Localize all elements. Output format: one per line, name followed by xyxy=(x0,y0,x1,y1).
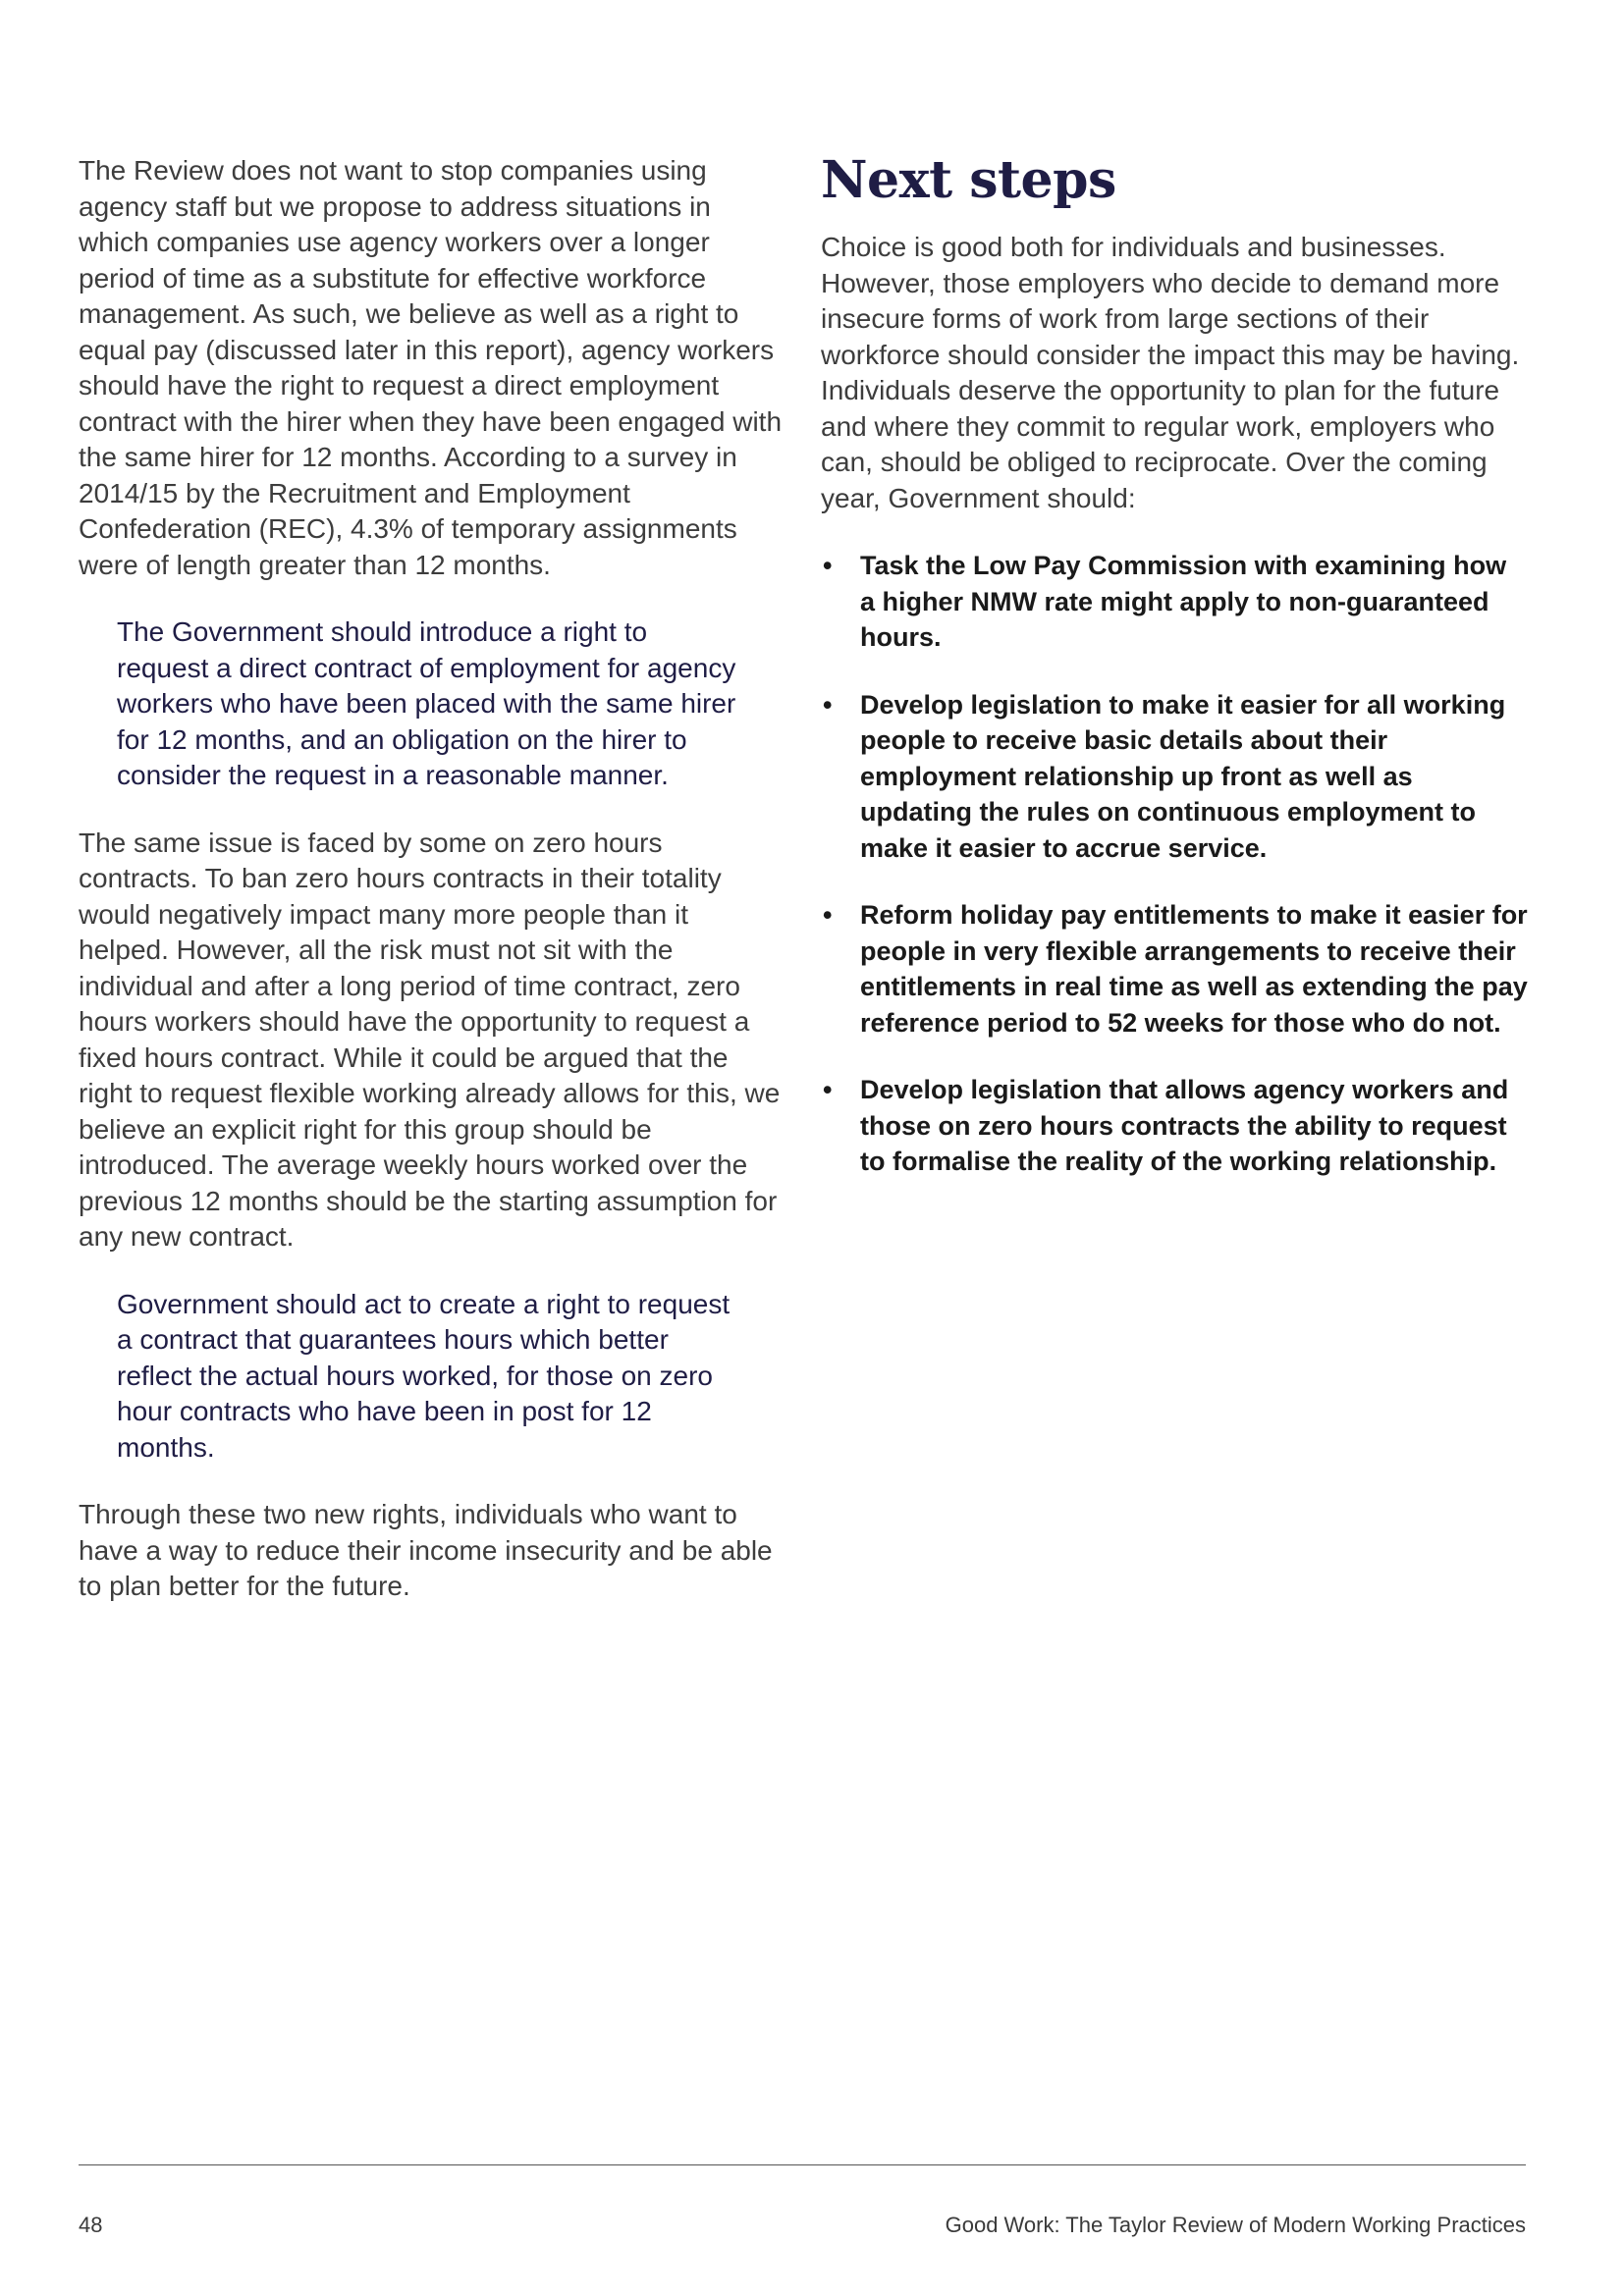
recommendation-agency-workers: The Government should introduce a right to request a direct contract of employment for agency workers who have been placed with the same hirer for 12 months, and an obligation on the hirer to consider the request in a reasonable manner. xyxy=(117,616,736,790)
next-steps-list xyxy=(821,548,1528,1180)
bullet-icon: • xyxy=(823,689,833,720)
document-title: Good Work: The Taylor Review of Modern Working Practices xyxy=(945,2213,1526,2237)
list-item-text: Develop legislation to make it easier for all working people to receive basic details about their employment relationship up front as well as updating the rules on continuous employment to make it easier to accrue service. xyxy=(860,689,1506,863)
list-item xyxy=(821,897,1528,1041)
list-item xyxy=(821,548,1528,656)
page-number: 48 xyxy=(79,2213,103,2237)
body-paragraph-zero-hours: The same issue is faced by some on zero hours contracts. To ban zero hours contracts in their totality would negatively impact many more people than it helped. However, all the risk must not sit with the individual and after a long period of time contract, zero hours workers should have the opportunity to request a fixed hours contract. While it could be argued that the right to request flexible working already allows for this, we believe an explicit right for this group should be introduced. The average weekly hours worked over the previous 12 months should be the starting assumption for any new contract. xyxy=(79,827,781,1252)
recommendation-zero-hours: Government should act to create a right to request a contract that guarantees hours which better reflect the actual hours worked, for those on zero hour contracts who have been in post for 12 months. xyxy=(117,1288,731,1463)
body-paragraph-conclusion: Through these two new rights, individuals who want to have a way to reduce their income insecurity and be able to plan better for the future. xyxy=(79,1499,773,1601)
list-item-text: Task the Low Pay Commission with examining how a higher NMW rate might apply to non-guaranteed hours. xyxy=(860,551,1507,652)
list-item xyxy=(821,687,1528,867)
list-item xyxy=(821,1072,1528,1180)
section-heading: Next steps xyxy=(821,150,1116,210)
bullet-icon: • xyxy=(823,900,833,930)
list-item-text: Reform holiday pay entitlements to make it easier for people in very flexible arrangements to receive their entitlements in real time as well as extending the pay reference period to 52 weeks for those who do not. xyxy=(860,900,1528,1038)
left-column xyxy=(79,153,785,1636)
list-item-text: Develop legislation that allows agency workers and those on zero hours contracts the ability to request to formalise the reality of the working relationship. xyxy=(860,1075,1509,1176)
bullet-icon: • xyxy=(823,551,833,580)
bullet-icon: • xyxy=(823,1075,833,1104)
footer-divider xyxy=(79,2164,1526,2165)
right-column xyxy=(821,150,1528,1211)
body-paragraph-agency: The Review does not want to stop companies using agency staff but we propose to address situations in which companies use agency workers over a longer period of time as a substitute for effective workforce management. As such, we believe as well as a right to equal pay (discussed later in this report), agency workers should have the right to request a direct employment contract with the hirer when they have been engaged with the same hirer for 12 months. According to a survey in 2014/15 by the Recruitment and Employment Confederation (REC), 4.3% of temporary assignments were of length greater than 12 months. xyxy=(79,155,783,580)
next-steps-intro: Choice is good both for individuals and businesses. However, those employers who decide to demand more insecure forms of work from large sections of their workforce should consider the impact this may be having. Individuals deserve the opportunity to plan for the future and where they commit to regular work, employers who can, should be obliged to reciprocate. Over the coming year, Government should: xyxy=(821,232,1520,513)
